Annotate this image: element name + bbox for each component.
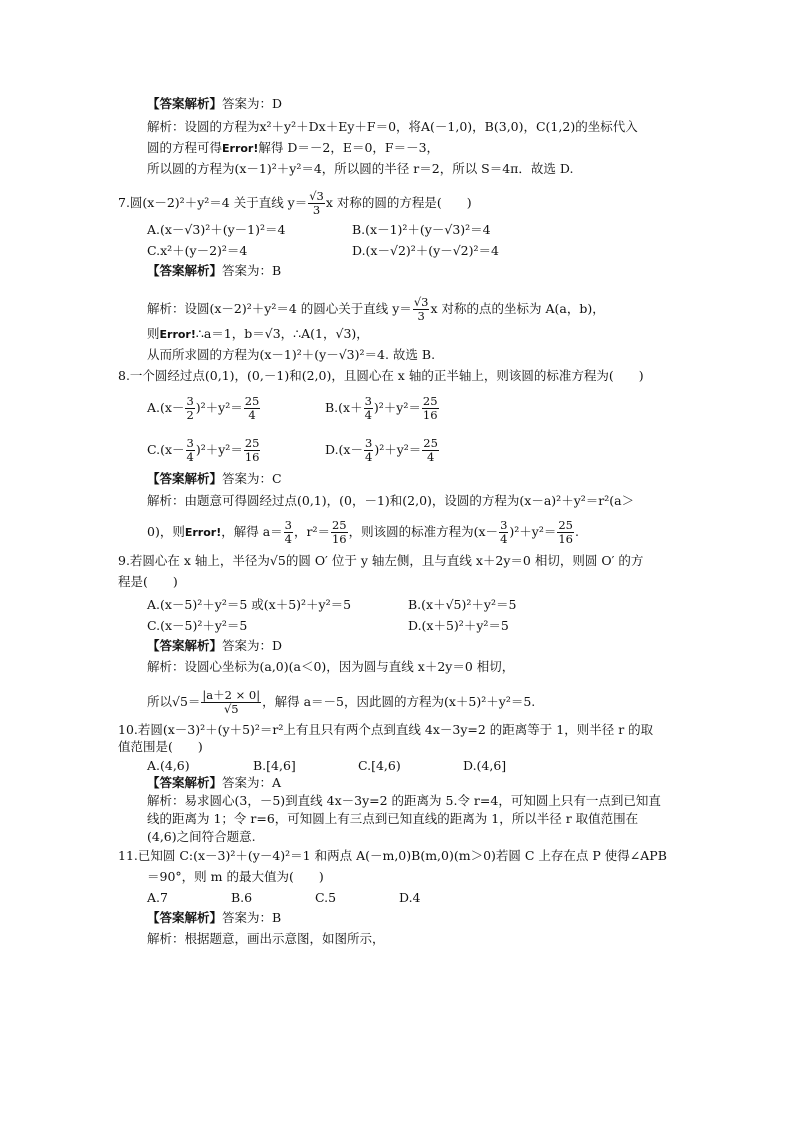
q7-answer: 答案为：B bbox=[222, 263, 282, 278]
q10-option-d: D.(4,6] bbox=[463, 758, 507, 773]
q6-analysis-line-1: 解析：设圆的方程为x²＋y²＋Dx＋Ey＋F＝0，将A(－1,0)，B(3,0)，C(1,2)的坐标代入 bbox=[147, 119, 638, 134]
q8-analysis-line-2 bbox=[147, 519, 579, 546]
fraction-numerator: 3 bbox=[186, 436, 194, 450]
q6-text: 解得 D＝－2，E＝0，F＝－3， bbox=[258, 140, 440, 155]
q7-stem-text: x 对称的圆的方程是( ) bbox=[325, 195, 472, 210]
fraction-denominator: 16 bbox=[331, 532, 347, 546]
q10-answer-line bbox=[147, 775, 281, 791]
q6-analysis-line-3: 所以圆的方程为(x－1)²＋y²＝4，所以圆的半径 r＝2，所以 S＝4π．故选 D. bbox=[147, 161, 574, 176]
error-marker: Error! bbox=[184, 526, 222, 539]
fraction-denominator: 4 bbox=[500, 532, 508, 546]
fraction bbox=[284, 519, 293, 546]
fraction-numerator: |a＋2 × 0| bbox=[202, 688, 261, 702]
q7-text: 解析：设圆(x－2)²＋y²＝4 的圆心关于直线 y＝ bbox=[147, 301, 412, 316]
q10-stem-line-2: 值范围是( ) bbox=[118, 739, 203, 754]
fraction-numerator: 25 bbox=[422, 394, 438, 408]
answer-analysis-label: 【答案解析】 bbox=[147, 263, 223, 278]
q6-analysis-line-2 bbox=[147, 140, 439, 157]
q7-stem-text: 7.圆(x－2)²＋y²＝4 关于直线 y＝ bbox=[118, 195, 308, 210]
fraction-numerator: 25 bbox=[244, 394, 260, 408]
q8-answer-line bbox=[147, 471, 282, 487]
q10-analysis-line-1: 解析：易求圆心(3，－5)到直线 4x－3y=2 的距离为 5.令 r=4，可知圆上只有一点到已知直 bbox=[147, 793, 661, 808]
q9-stem-line-2: 程是( ) bbox=[118, 574, 178, 589]
option-text: A.(x－ bbox=[147, 400, 185, 415]
q11-option-c: C.5 bbox=[315, 890, 337, 905]
q8-option-b bbox=[325, 395, 440, 422]
fraction-numerator: 25 bbox=[558, 518, 573, 532]
q10-option-c: C.[4,6) bbox=[358, 758, 401, 773]
option-text: )²＋y²＝ bbox=[195, 442, 243, 457]
q7-option-b: B.(x－1)²＋(y－√3)²＝4 bbox=[352, 222, 491, 237]
option-text: )²＋y²＝ bbox=[373, 400, 421, 415]
q8-analysis-line-1: 解析：由题意可得圆经过点(0,1)，(0，－1)和(2,0)，设圆的方程为(x－a)²＋y²＝r²(a＞ bbox=[147, 493, 635, 508]
fraction bbox=[308, 190, 325, 217]
q7-stem bbox=[118, 190, 472, 217]
q9-option-c: C.(x－5)²＋y²＝5 bbox=[147, 618, 248, 633]
q9-text: ，解得 a＝－5，因此圆的方程为(x＋5)²＋y²＝5. bbox=[262, 694, 536, 709]
fraction-denominator: 4 bbox=[186, 450, 194, 464]
q8-answer: 答案为：C bbox=[222, 471, 282, 486]
fraction bbox=[201, 689, 261, 716]
fraction bbox=[244, 437, 261, 464]
q9-text: 所以√5＝ bbox=[147, 694, 201, 709]
fraction bbox=[413, 296, 430, 323]
answer-analysis-label: 【答案解析】 bbox=[147, 638, 223, 653]
fraction-numerator: 25 bbox=[244, 436, 260, 450]
q11-answer: 答案为：B bbox=[222, 910, 282, 925]
q6-answer-line bbox=[147, 96, 282, 112]
q9-analysis-line-1: 解析：设圆心坐标为(a,0)(a＜0)，因为圆与直线 x＋2y＝0 相切， bbox=[147, 659, 515, 674]
q6-answer: 答案为：D bbox=[222, 96, 283, 111]
q7-text: 则 bbox=[147, 326, 160, 341]
q11-analysis-line-1: 解析：根据题意，画出示意图，如图所示， bbox=[147, 931, 385, 946]
fraction bbox=[331, 519, 348, 546]
q10-stem-line-1: 10.若圆(x－3)²＋(y＋5)²＝r²上有且只有两个点到直线 4x－3y=2 的距离等于 1，则半径 r 的取 bbox=[118, 722, 654, 737]
q7-analysis-line-1 bbox=[147, 296, 605, 323]
error-marker: Error! bbox=[159, 328, 196, 341]
fraction-numerator: 3 bbox=[284, 518, 292, 532]
fraction-denominator: 16 bbox=[244, 450, 260, 464]
q11-option-d: D.4 bbox=[399, 890, 421, 905]
fraction-denominator: 4 bbox=[364, 450, 373, 464]
fraction-denominator: 4 bbox=[284, 532, 292, 546]
q10-option-a: A.(4,6) bbox=[147, 758, 190, 773]
q11-option-a: A.7 bbox=[147, 890, 168, 905]
fraction-denominator: 3 bbox=[312, 203, 321, 217]
q8-text: 0)，则 bbox=[147, 524, 185, 539]
fraction bbox=[244, 395, 261, 422]
fraction-numerator: 3 bbox=[186, 394, 194, 408]
q7-analysis-line-3: 从而所求圆的方程为(x－1)²＋(y－√3)²＝4. 故选 B. bbox=[147, 347, 436, 362]
q8-text: ，则该圆的标准方程为(x－ bbox=[348, 524, 499, 539]
fraction bbox=[186, 437, 195, 464]
q11-stem-line-2: ＝90°，则 m 的最大值为( ) bbox=[147, 869, 324, 884]
fraction-numerator: 25 bbox=[423, 436, 438, 450]
q9-option-a: A.(x－5)²＋y²＝5 或(x＋5)²＋y²＝5 bbox=[147, 597, 352, 612]
fraction-denominator: 16 bbox=[558, 532, 573, 546]
q8-option-a bbox=[147, 395, 261, 422]
fraction-numerator: √3 bbox=[413, 295, 429, 309]
q11-stem-line-1: 11.已知圆 C:(x－3)²＋(y－4)²＝1 和两点 A(－m,0)B(m,0)(m＞0)若圆 C 上存在点 P 使得∠APB bbox=[118, 848, 667, 863]
q8-text: )²＋y²＝ bbox=[509, 524, 557, 539]
option-text: B.(x＋ bbox=[325, 400, 363, 415]
q8-option-c bbox=[147, 437, 261, 464]
q7-text: x 对称的点的坐标为 A(a，b)， bbox=[430, 301, 605, 316]
error-marker: Error! bbox=[222, 142, 259, 155]
fraction-numerator: 25 bbox=[331, 518, 347, 532]
q8-stem: 8.一个圆经过点(0,1)，(0,－1)和(2,0)，且圆心在 x 轴的正半轴上，则该圆的标准方程为( ) bbox=[118, 368, 644, 383]
fraction-numerator: 3 bbox=[364, 394, 372, 408]
answer-analysis-label: 【答案解析】 bbox=[147, 471, 223, 486]
fraction-denominator: 16 bbox=[422, 408, 438, 422]
q7-text: ∴a＝1，b＝√3，∴A(1，√3)， bbox=[195, 326, 369, 341]
q9-analysis-line-2 bbox=[147, 689, 535, 716]
fraction bbox=[364, 437, 373, 464]
fraction-numerator: 3 bbox=[500, 518, 508, 532]
q11-option-b: B.6 bbox=[231, 890, 253, 905]
q9-option-b: B.(x＋√5)²＋y²＝5 bbox=[408, 597, 517, 612]
q10-analysis-line-2: 线的距离为 1；令 r=6，可知圆上有三点到已知直线的距离为 1，所以半径 r 取值范围在 bbox=[147, 811, 639, 826]
fraction-denominator: 4 bbox=[426, 450, 435, 464]
q7-answer-line bbox=[147, 263, 281, 279]
option-text: C.(x－ bbox=[147, 442, 185, 457]
q6-text: 圆的方程可得 bbox=[147, 140, 223, 155]
q9-answer: 答案为：D bbox=[222, 638, 283, 653]
fraction-numerator: √3 bbox=[309, 189, 324, 203]
fraction bbox=[499, 519, 508, 546]
q7-option-a: A.(x－√3)²＋(y－1)²＝4 bbox=[147, 222, 286, 237]
q11-answer-line bbox=[147, 910, 281, 926]
fraction bbox=[422, 437, 439, 464]
q7-option-d: D.(x－√2)²＋(y－√2)²＝4 bbox=[352, 243, 499, 258]
answer-analysis-label: 【答案解析】 bbox=[147, 910, 223, 925]
fraction bbox=[185, 395, 194, 422]
q8-text: ，解得 a＝ bbox=[221, 524, 283, 539]
q8-text: . bbox=[575, 524, 579, 539]
fraction bbox=[557, 519, 574, 546]
fraction bbox=[364, 395, 373, 422]
fraction-denominator: √5 bbox=[223, 702, 239, 716]
fraction-numerator: 3 bbox=[364, 436, 373, 450]
answer-analysis-label: 【答案解析】 bbox=[147, 775, 223, 790]
option-text: D.(x－ bbox=[325, 442, 363, 457]
q9-option-d: D.(x＋5)²＋y²＝5 bbox=[408, 618, 509, 633]
fraction-denominator: 4 bbox=[248, 408, 256, 422]
q10-option-b: B.[4,6] bbox=[253, 758, 296, 773]
q7-analysis-line-2 bbox=[147, 326, 369, 343]
fraction-denominator: 3 bbox=[417, 309, 425, 323]
q10-answer: 答案为：A bbox=[222, 775, 282, 790]
option-text: )²＋y²＝ bbox=[195, 400, 243, 415]
option-text: )²＋y²＝ bbox=[374, 442, 422, 457]
fraction-denominator: 4 bbox=[364, 408, 372, 422]
q8-text: ，r²＝ bbox=[293, 524, 330, 539]
fraction-denominator: 2 bbox=[186, 408, 194, 422]
q7-option-c: C.x²＋(y－2)²＝4 bbox=[147, 243, 248, 258]
q8-option-d bbox=[325, 437, 440, 464]
q10-analysis-line-3: (4,6)之间符合题意. bbox=[147, 829, 256, 844]
q9-stem-line-1: 9.若圆心在 x 轴上，半径为√5的圆 O′ 位于 y 轴左侧，且与直线 x＋2y＝0 相切，则圆 O′ 的方 bbox=[118, 553, 644, 568]
q9-answer-line bbox=[147, 638, 282, 654]
fraction bbox=[422, 395, 439, 422]
answer-analysis-label: 【答案解析】 bbox=[147, 96, 223, 111]
